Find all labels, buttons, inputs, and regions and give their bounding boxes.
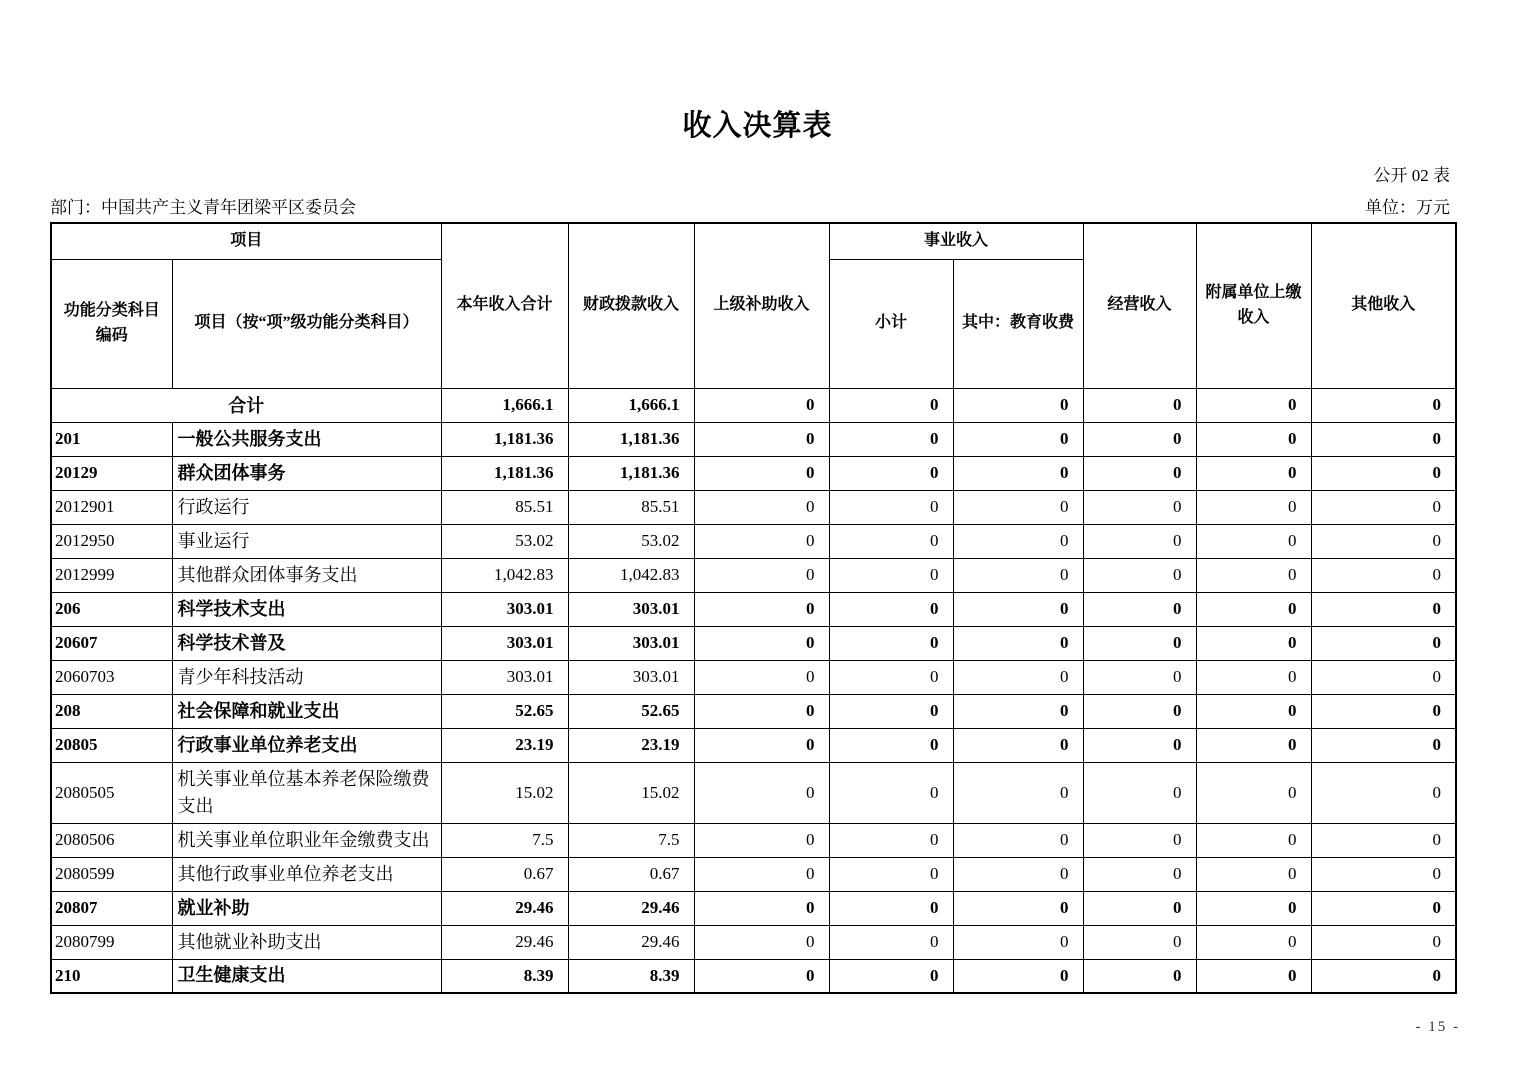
row-value: 0: [1196, 959, 1311, 993]
row-value: 0: [1311, 823, 1456, 857]
row-value: 0: [1311, 728, 1456, 762]
row-value: 0: [953, 626, 1083, 660]
row-value: 0: [694, 388, 829, 422]
row-value: 0: [829, 558, 953, 592]
header-fiscal-allocation: 财政拨款收入: [568, 223, 694, 388]
row-code: 2012950: [51, 524, 172, 558]
row-value: 15.02: [568, 762, 694, 823]
row-value: 0: [953, 558, 1083, 592]
unit-label: 单位：万元: [1365, 198, 1450, 217]
row-value: 0: [1083, 388, 1196, 422]
header-code-line2: 编码: [95, 326, 128, 344]
row-value: 0: [1311, 891, 1456, 925]
row-value: 0: [953, 660, 1083, 694]
row-value: 0: [1311, 660, 1456, 694]
row-value: 0: [1196, 823, 1311, 857]
row-value: 0: [694, 925, 829, 959]
row-value: 0: [953, 422, 1083, 456]
row-value: 1,666.1: [568, 388, 694, 422]
row-value: 0: [1196, 592, 1311, 626]
row-value: 53.02: [568, 524, 694, 558]
row-value: 303.01: [441, 626, 568, 660]
row-value: 0: [953, 925, 1083, 959]
row-value: 0: [1311, 857, 1456, 891]
row-value: 303.01: [568, 626, 694, 660]
row-value: 0: [1083, 762, 1196, 823]
row-value: 1,181.36: [441, 456, 568, 490]
row-value: 29.46: [441, 891, 568, 925]
row-value: 0: [953, 762, 1083, 823]
header-affiliated-line1: 附属单位上缴: [1205, 283, 1302, 301]
row-value: 0: [694, 592, 829, 626]
row-value: 0: [694, 456, 829, 490]
page-title: 收入决算表: [682, 110, 833, 142]
header-education-fee: 其中：教育收费: [953, 259, 1083, 388]
row-name: 群众团体事务: [172, 456, 441, 490]
row-value: 0: [694, 694, 829, 728]
row-value: 0: [1311, 626, 1456, 660]
table-body: [51, 388, 1456, 993]
row-name: 其他群众团体事务支出: [172, 558, 441, 592]
row-value: 0: [1311, 762, 1456, 823]
row-value: 1,181.36: [441, 422, 568, 456]
department-label: 部门：中国共产主义青年团梁平区委员会: [50, 198, 356, 217]
page-number: - 15 -: [1415, 1019, 1460, 1035]
row-code: 201: [51, 422, 172, 456]
row-value: 15.02: [441, 762, 568, 823]
row-value: 0: [829, 694, 953, 728]
header-affiliated-income: [1196, 223, 1311, 388]
row-name: 青少年科技活动: [172, 660, 441, 694]
row-value: 0: [829, 422, 953, 456]
row-value: 0: [829, 762, 953, 823]
row-value: 0: [1196, 490, 1311, 524]
row-value: 7.5: [441, 823, 568, 857]
table-row: [51, 456, 1456, 490]
row-value: 0: [694, 524, 829, 558]
row-name: 事业运行: [172, 524, 441, 558]
table-row: [51, 490, 1456, 524]
row-value: 85.51: [441, 490, 568, 524]
meta-row: [50, 193, 1450, 218]
row-code: 2012901: [51, 490, 172, 524]
row-name: 科学技术支出: [172, 592, 441, 626]
row-value: 0: [1196, 422, 1311, 456]
row-value: 0: [1083, 857, 1196, 891]
row-name: 社会保障和就业支出: [172, 694, 441, 728]
row-code: 20805: [51, 728, 172, 762]
row-value: 0: [829, 388, 953, 422]
row-value: 0: [1311, 388, 1456, 422]
row-value: 0: [953, 524, 1083, 558]
row-value: 0: [694, 728, 829, 762]
row-value: 0: [694, 558, 829, 592]
row-code: 2080506: [51, 823, 172, 857]
row-code: 2080505: [51, 762, 172, 823]
row-code: 2080599: [51, 857, 172, 891]
income-statement-table: [50, 222, 1457, 994]
row-value: 1,042.83: [568, 558, 694, 592]
row-name: 其他行政事业单位养老支出: [172, 857, 441, 891]
header-function-code: [51, 259, 172, 388]
row-value: 0: [1311, 422, 1456, 456]
row-value: 0: [1196, 524, 1311, 558]
table-row: [51, 823, 1456, 857]
row-value: 0: [1196, 660, 1311, 694]
row-value: 0: [694, 959, 829, 993]
row-value: 0: [829, 823, 953, 857]
row-value: 303.01: [568, 592, 694, 626]
row-code: 210: [51, 959, 172, 993]
table-row: [51, 592, 1456, 626]
row-value: 0: [1311, 558, 1456, 592]
row-name: 其他就业补助支出: [172, 925, 441, 959]
row-value: 8.39: [568, 959, 694, 993]
row-value: 0: [953, 823, 1083, 857]
row-name: 科学技术普及: [172, 626, 441, 660]
row-value: 0: [953, 891, 1083, 925]
row-value: 0: [1311, 456, 1456, 490]
row-value: 0: [694, 626, 829, 660]
row-value: 0: [1311, 925, 1456, 959]
header-subtotal: 小计: [829, 259, 953, 388]
header-superior-subsidy: 上级补助收入: [694, 223, 829, 388]
row-value: 0: [829, 891, 953, 925]
row-value: 1,666.1: [441, 388, 568, 422]
row-value: 0: [1083, 823, 1196, 857]
row-value: 0: [1083, 891, 1196, 925]
row-code: 20129: [51, 456, 172, 490]
table-row: [51, 558, 1456, 592]
row-value: 1,181.36: [568, 422, 694, 456]
table-row: [51, 762, 1456, 823]
row-value: 0: [829, 592, 953, 626]
row-name: 就业补助: [172, 891, 441, 925]
row-value: 0: [829, 626, 953, 660]
row-value: 0.67: [568, 857, 694, 891]
row-code: 208: [51, 694, 172, 728]
row-value: 0: [1196, 891, 1311, 925]
row-value: 0.67: [441, 857, 568, 891]
table-row: [51, 626, 1456, 660]
row-value: 0: [953, 728, 1083, 762]
row-value: 0: [694, 422, 829, 456]
row-value: 0: [1196, 558, 1311, 592]
row-value: 0: [953, 959, 1083, 993]
row-name: 机关事业单位基本养老保险缴费支出: [172, 762, 441, 823]
row-code: 2012999: [51, 558, 172, 592]
row-value: 0: [1196, 626, 1311, 660]
row-value: 0: [1083, 694, 1196, 728]
table-row: [51, 857, 1456, 891]
row-value: 0: [829, 456, 953, 490]
header-code-line1: 功能分类科目: [63, 301, 160, 319]
table-row: [51, 422, 1456, 456]
row-value: 0: [953, 388, 1083, 422]
table-row: [51, 388, 1456, 422]
row-value: 0: [1311, 959, 1456, 993]
header-other-income: 其他收入: [1311, 223, 1456, 388]
row-value: 0: [1083, 456, 1196, 490]
table-row: [51, 524, 1456, 558]
row-value: 0: [694, 857, 829, 891]
row-value: 0: [694, 490, 829, 524]
row-value: 0: [829, 490, 953, 524]
row-code: 20807: [51, 891, 172, 925]
row-value: 8.39: [441, 959, 568, 993]
row-value: 0: [1083, 490, 1196, 524]
row-value: 0: [829, 857, 953, 891]
row-name: 卫生健康支出: [172, 959, 441, 993]
row-value: 0: [829, 728, 953, 762]
table-row: [51, 891, 1456, 925]
row-name: 一般公共服务支出: [172, 422, 441, 456]
row-value: 1,181.36: [568, 456, 694, 490]
row-value: 0: [1083, 592, 1196, 626]
row-value: 0: [1196, 857, 1311, 891]
row-value: 303.01: [568, 660, 694, 694]
row-value: 0: [1083, 925, 1196, 959]
row-value: 0: [1311, 694, 1456, 728]
row-value: 0: [1083, 524, 1196, 558]
row-code: 2080799: [51, 925, 172, 959]
row-value: 52.65: [441, 694, 568, 728]
header-operating-income: 经营收入: [1083, 223, 1196, 388]
row-value: 0: [953, 490, 1083, 524]
header-business-income-group: 事业收入: [829, 223, 1083, 259]
row-value: 0: [1196, 728, 1311, 762]
header-affiliated-line2: 收入: [1237, 308, 1270, 326]
row-name: 行政运行: [172, 490, 441, 524]
header-project-group: 项目: [51, 223, 441, 259]
header-total-income: 本年收入合计: [441, 223, 568, 388]
row-name: 行政事业单位养老支出: [172, 728, 441, 762]
header-project-item: 项目（按“项”级功能分类科目）: [172, 259, 441, 388]
row-value: 0: [1196, 925, 1311, 959]
row-value: 29.46: [568, 891, 694, 925]
table-row: [51, 959, 1456, 993]
row-value: 0: [829, 660, 953, 694]
row-value: 0: [953, 592, 1083, 626]
row-value: 29.46: [568, 925, 694, 959]
row-value: 7.5: [568, 823, 694, 857]
row-value: 0: [1196, 694, 1311, 728]
row-value: 0: [953, 694, 1083, 728]
row-code: 20607: [51, 626, 172, 660]
row-code: 2060703: [51, 660, 172, 694]
row-value: 0: [1083, 558, 1196, 592]
row-value: 303.01: [441, 660, 568, 694]
row-value: 1,042.83: [441, 558, 568, 592]
row-value: 0: [829, 925, 953, 959]
row-value: 23.19: [568, 728, 694, 762]
row-value: 0: [953, 857, 1083, 891]
row-value: 303.01: [441, 592, 568, 626]
row-value: 0: [1083, 959, 1196, 993]
row-name: 机关事业单位职业年金缴费支出: [172, 823, 441, 857]
row-value: 85.51: [568, 490, 694, 524]
row-value: 0: [1083, 728, 1196, 762]
row-value: 0: [829, 524, 953, 558]
row-value: 0: [1083, 626, 1196, 660]
row-value: 0: [1196, 388, 1311, 422]
row-value: 0: [1311, 524, 1456, 558]
table-row: [51, 660, 1456, 694]
row-value: 0: [694, 891, 829, 925]
row-value: 0: [1196, 456, 1311, 490]
row-value: 0: [1083, 422, 1196, 456]
table-row: [51, 728, 1456, 762]
row-value: 53.02: [441, 524, 568, 558]
table-row: [51, 925, 1456, 959]
row-value: 0: [694, 823, 829, 857]
table-code-note: 公开 02 表: [1373, 166, 1450, 185]
table-row: [51, 694, 1456, 728]
row-value: 0: [694, 762, 829, 823]
row-value: 23.19: [441, 728, 568, 762]
row-value: 0: [694, 660, 829, 694]
row-value: 0: [1196, 762, 1311, 823]
row-value: 0: [829, 959, 953, 993]
row-value: 0: [1311, 592, 1456, 626]
row-value: 52.65: [568, 694, 694, 728]
row-value: 0: [1311, 490, 1456, 524]
row-code: 206: [51, 592, 172, 626]
row-value: 0: [1083, 660, 1196, 694]
row-total-label: 合计: [51, 388, 441, 422]
row-value: 0: [953, 456, 1083, 490]
row-value: 29.46: [441, 925, 568, 959]
table-header: [51, 223, 1456, 388]
